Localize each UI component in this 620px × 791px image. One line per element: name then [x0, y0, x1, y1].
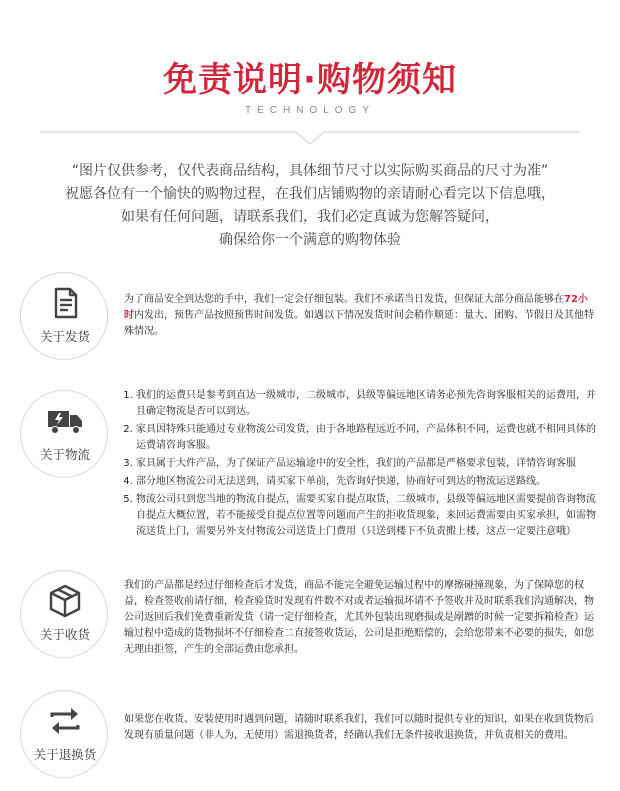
logistics-list: [124, 388, 596, 540]
returns-text: 如果您在收货、安装使用时遇到问题，请随时联系我们，我们可以随时提供专业的知识，如果在收到货物后发现有质量问题（非人为，无使用）需退换货者，经确认我们无条件接收退换货，并负责相关的费用。: [124, 714, 594, 741]
shipping-highlight: 72小时: [124, 294, 588, 321]
shipping-label: 关于发货: [39, 329, 90, 344]
list-item: 4. 部分地区物流公司无法送到，请买家下单前，先咨询好快递，协商好可到达的物流运送路线。: [136, 474, 596, 490]
page-title: 免责说明·购物须知: [163, 60, 457, 100]
returns-badge: [20, 690, 108, 778]
intro-line: 如果有任何问题，请联系我们，我们必定真诚为您解答疑问，: [121, 209, 499, 225]
logistics-text: [124, 388, 596, 542]
chevron-divider: [40, 118, 580, 146]
list-item: 3. 家具属于大件产品，为了保证产品运输途中的安全性，我们的产品都是严格要求包装，详情咨询客服: [136, 456, 596, 472]
intro-line: “图片仅供参考，仅代表商品结构，具体细节尺寸以实际购买商品的尺寸为准”: [71, 163, 549, 179]
page-subtitle: TECHNOLOGY: [244, 105, 375, 116]
list-item: 5. 物流公司只到您当地的物流自提点，需要买家自提点取货，二级城市，县级等偏远地区需要提前咨询物流自提点大概位置，若不能接受自提点位置等问题而产生的拒收货现象，来回运费需要由买家承担，如需物流送货上门，需要另外支付物流公司送货上门费用（只送到楼下不负责搬上楼，这点一定要注意哦）: [136, 492, 596, 540]
shipping-text-before: 为了商品安全到达您的手中，我们一定会仔细包装。我们不承诺当日发货，但保证大部分商品能够在: [124, 294, 564, 305]
receiving-badge: [20, 570, 108, 658]
logistics-badge: [20, 390, 108, 478]
intro-line: 确保给你一个满意的购物体验: [219, 232, 401, 248]
logistics-label: 关于物流: [39, 447, 90, 462]
intro-line: 祝愿各位有一个愉快的购物过程，在我们店铺购物的亲请耐心看完以下信息哦，: [65, 186, 555, 202]
list-item: 2. 家具因特殊只能通过专业物流公司发货，由于各地路程远近不同，产品体积不同，运费也就不相同具体的运费请咨询客服。: [136, 422, 596, 454]
package-icon: [47, 583, 83, 619]
list-item: 1. 我们的运费只是参考到直达一级城市，二级城市，县级等偏远地区请务必预先咨询客服相关的运费用，并且确定物流是否可以到达。: [136, 388, 596, 420]
document-icon: [47, 285, 83, 321]
exchange-icon: [47, 703, 83, 739]
receiving-text: 我们的产品都是经过仔细检查后才发货，商品不能完全避免运输过程中的摩擦碰撞现象，为了保障您的权益，检查签收前请仔细，检查验货时发现有件数不对或者运输损坏请不予签收并及时联系我们沟通解决，物公司返回后我们免费重新发货（请一定仔细检查，尤其外包装出现磨损或是剐蹭的时候一定要拆箱检查）运输过程中造成的货物损坏不仔细检查二直接签收货运，公司是拒绝赔偿的，会给您带来不必要的损失，如您无理由拒签，产生的全部运费由您承担。: [124, 580, 594, 655]
shipping-text: [124, 292, 596, 340]
receiving-label: 关于收货: [39, 627, 90, 642]
shipping-badge: [20, 272, 108, 360]
intro-text: [0, 160, 620, 252]
returns-label: 关于退换货: [33, 747, 97, 762]
shipping-text-after: 内发出，预售产品按照预售时间发货。如遇以下情况发货时间会稍作顺延：量大、团购、节假日及其他特殊情况。: [124, 310, 594, 337]
truck-icon: [41, 403, 89, 439]
